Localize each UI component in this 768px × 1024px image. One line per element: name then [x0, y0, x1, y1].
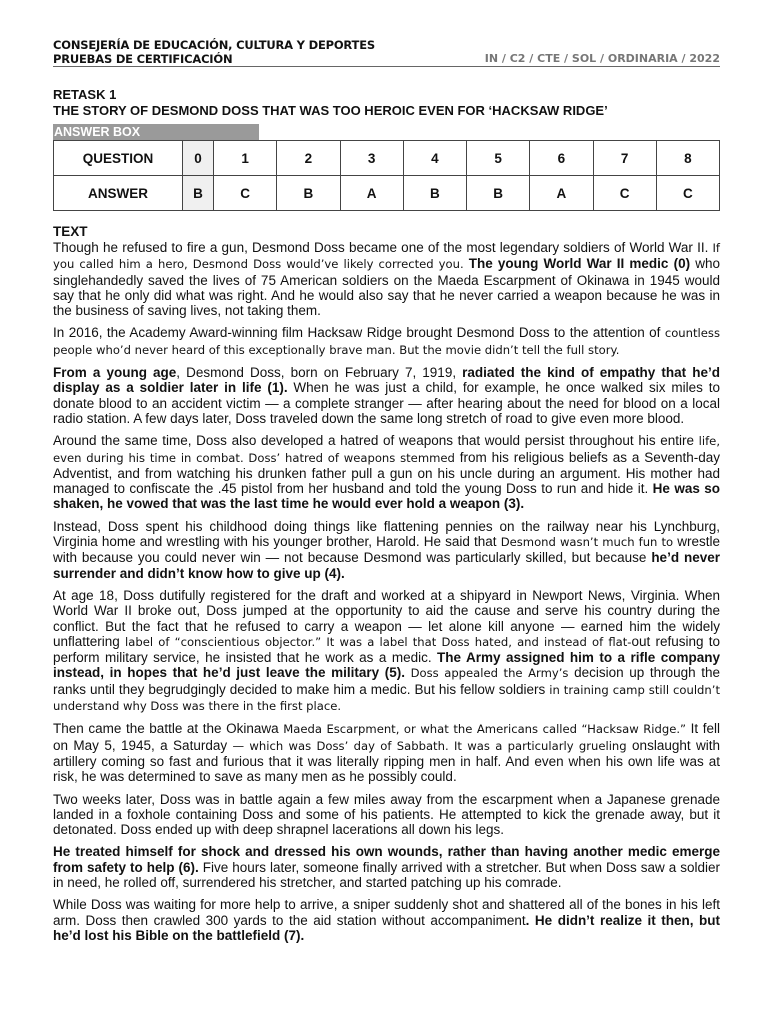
answer-cell: B — [403, 176, 466, 211]
text-heading: TEXT — [53, 224, 88, 239]
paragraph-text: Then came the battle at the Okinawa — [53, 721, 284, 737]
question-number: 7 — [593, 141, 656, 176]
paragraph-text: While Doss was waiting for more help to arrive, a sniper suddenly shot and shattered all of the bones in his left arm. Doss then crawled 300 yards to the aid station without accompaniment — [53, 897, 720, 928]
paragraph-text: Doss appealed the Army’s — [405, 666, 569, 681]
header-exam-type: PRUEBAS DE CERTIFICACIÓN — [53, 52, 233, 66]
answer-box-table — [53, 140, 720, 211]
paragraph-8 — [53, 792, 720, 838]
question-number: 1 — [214, 141, 277, 176]
answer-cell: A — [340, 176, 403, 211]
paragraph-text: onslaught with artillery coming so fast and furious that it was literally ripping men in half. And even when his own life was at risk, he was determined to save as many men as he possibly could. — [53, 737, 721, 785]
paragraph-text: wrestle with because you could never win — not because Desmond was particularly skilled, but because — [53, 534, 720, 566]
paragraph-text: Around the same time, Doss also developed a hatred of weapons that would persist throughout his entire — [53, 433, 699, 449]
page-header — [53, 38, 720, 68]
paragraph-9 — [53, 844, 720, 890]
paragraph-text: Two weeks later, Doss was in battle again a few miles away from the escarpment when a Japanese grenade landed in a foxhole containing Doss and some of his patients. He attempted to kick the grenade away, but it detonated. Doss ended up with deep shrapnel lacerations all down his legs. — [53, 791, 720, 838]
question-header: QUESTION — [54, 141, 183, 176]
paragraph-text: , Desmond Doss, born on February 7, 1919, — [176, 365, 463, 381]
gap-4-text: he’d never surrender and didn’t know how to give up (4). — [53, 550, 721, 581]
paragraph-text: Desmond wasn’t much fun to — [500, 535, 674, 550]
answer-row — [54, 176, 720, 211]
paragraph-text: It fell on May 5, 1945, a Saturday — [53, 721, 720, 753]
paragraph-4 — [53, 433, 720, 511]
paragraph-1 — [53, 240, 720, 318]
paragraph-2 — [53, 325, 720, 358]
paragraph-text: If you called him a hero, Desmond Doss would’ve likely corrected you. — [53, 241, 720, 272]
gap-3-text: He was so shaken, he vowed that was the last time he would ever hold a weapon (3). — [53, 481, 721, 512]
question-number: 6 — [530, 141, 593, 176]
question-number: 0 — [183, 141, 214, 176]
paragraph-text: out refusing to perform military service, he insisted that he work as a medic. — [53, 633, 720, 666]
answer-cell: B — [467, 176, 530, 211]
gap-6-text: He treated himself for shock and dressed his own wounds, rather than having another medic emerge from safety to help (6). — [53, 844, 720, 875]
gap-0-text: The young World War II medic (0) — [468, 256, 691, 272]
document-page — [53, 38, 720, 950]
header-exam-code: IN / C2 / CTE / SOL / ORDINARIA / 2022 — [484, 52, 720, 65]
answer-box-label: ANSWER BOX — [53, 124, 259, 140]
bold-text: From a young age — [53, 365, 177, 381]
story-title: THE STORY OF DESMOND DOSS THAT WAS TOO HEROIC EVEN FOR ‘HACKSAW RIDGE’ — [53, 103, 608, 118]
answer-header: ANSWER — [54, 176, 183, 211]
paragraph-7 — [53, 721, 720, 784]
paragraph-6 — [53, 588, 720, 714]
paragraph-text: When he was just a child, for example, he once walked six miles to donate blood to an accident victim — a complete stranger — after hearing about the need for blood on a local radio station. A few days later, Doss traveled down the same long stretch of road to give even more blood. — [53, 380, 720, 426]
paragraph-text: Instead, Doss spent his childhood doing things like flattening pennies on the railway near his Lynchburg, Virginia home and wrestling with his younger brother, Harold. He said that — [53, 518, 720, 550]
gap-5-text: The Army assigned him to a rifle company instead, in hopes that he’d just leave the military (5). — [53, 650, 720, 681]
paragraph-text: life, even during his time in combat. Doss’ hatred of weapons stemmed — [53, 434, 720, 465]
paragraph-text: Five hours later, someone finally arrived with a stretcher. But when Doss saw a soldier in need, he rolled off, surrendered his stretcher, and started patching up his comrade. — [53, 859, 720, 890]
answer-cell: B — [277, 176, 340, 211]
paragraph-text: label of “conscientious objector.” It was a label that Doss hated, and instead of flat- — [125, 634, 632, 649]
paragraph-text: Though he refused to fire a gun, Desmond Doss became one of the most legendary soldiers of World War II. — [53, 240, 709, 255]
paragraph-10 — [53, 897, 720, 943]
answer-cell: A — [530, 176, 593, 211]
paragraph-text: countless people who’d never heard of this exceptionally brave man. But the movie didn’t tell the full story. — [53, 326, 720, 357]
paragraph-text: Maeda Escarpment, or what the Americans called “Hacksaw Ridge.” — [283, 722, 687, 737]
retask-label: RETASK 1 — [53, 87, 117, 102]
header-divider — [53, 66, 720, 67]
answer-cell: C — [593, 176, 656, 211]
paragraph-text: in training camp still couldn’t understand why Doss was there in the first place. — [53, 682, 720, 714]
question-number: 5 — [467, 141, 530, 176]
paragraph-text: In 2016, the Academy Award-winning film Hacksaw Ridge brought Desmond Doss to the attention of — [53, 325, 665, 341]
paragraph-3 — [53, 365, 720, 426]
question-number: 4 — [403, 141, 466, 176]
gap-1-text: radiated the kind of empathy that he’d display as a soldier later in life (1). — [53, 365, 720, 396]
answer-cell: B — [183, 176, 214, 211]
question-number: 8 — [656, 141, 719, 176]
gap-7-text: . He didn’t realize it then, but he’d lost his Bible on the battlefield (7). — [53, 912, 721, 943]
answer-cell: C — [656, 176, 719, 211]
answer-cell: C — [214, 176, 277, 211]
question-number: 2 — [277, 141, 340, 176]
header-institution: CONSEJERÍA DE EDUCACIÓN, CULTURA Y DEPORTES — [53, 38, 375, 52]
question-row — [54, 141, 720, 176]
question-number: 3 — [340, 141, 403, 176]
paragraph-text: decision up through the ranks until they begrudgingly decided to make him a medic. But his fellow soldiers — [53, 665, 720, 697]
paragraph-5 — [53, 519, 720, 581]
paragraph-text: who singlehandedly saved the lives of 75 American soldiers on the Maeda Escarpment of Okinawa in 1945 would say that he only did what was right. And he would also say that he never carried a weapon because he was in the business of saving lives, not taking them. — [53, 256, 720, 319]
paragraph-text: At age 18, Doss dutifully registered for the draft and worked at a shipyard in Newport News, Virginia. When World War II broke out, Doss jumped at the opportunity to aid the cause and serve his country during the conflict. But the fact that he refused to carry a weapon — let alone kill anyone — earned him the widely unflattering — [53, 587, 720, 649]
paragraph-text: from his religious beliefs as a Seventh-day Adventist, and from watching his drunken father pull a gun on his uncle during an argument. His mother had managed to confiscate the .45 pistol from her husband and told the young Doss to run and hide it. — [53, 449, 720, 497]
paragraph-text: — which was Doss’ day of Sabbath. It was a particularly grueling — [232, 738, 627, 753]
